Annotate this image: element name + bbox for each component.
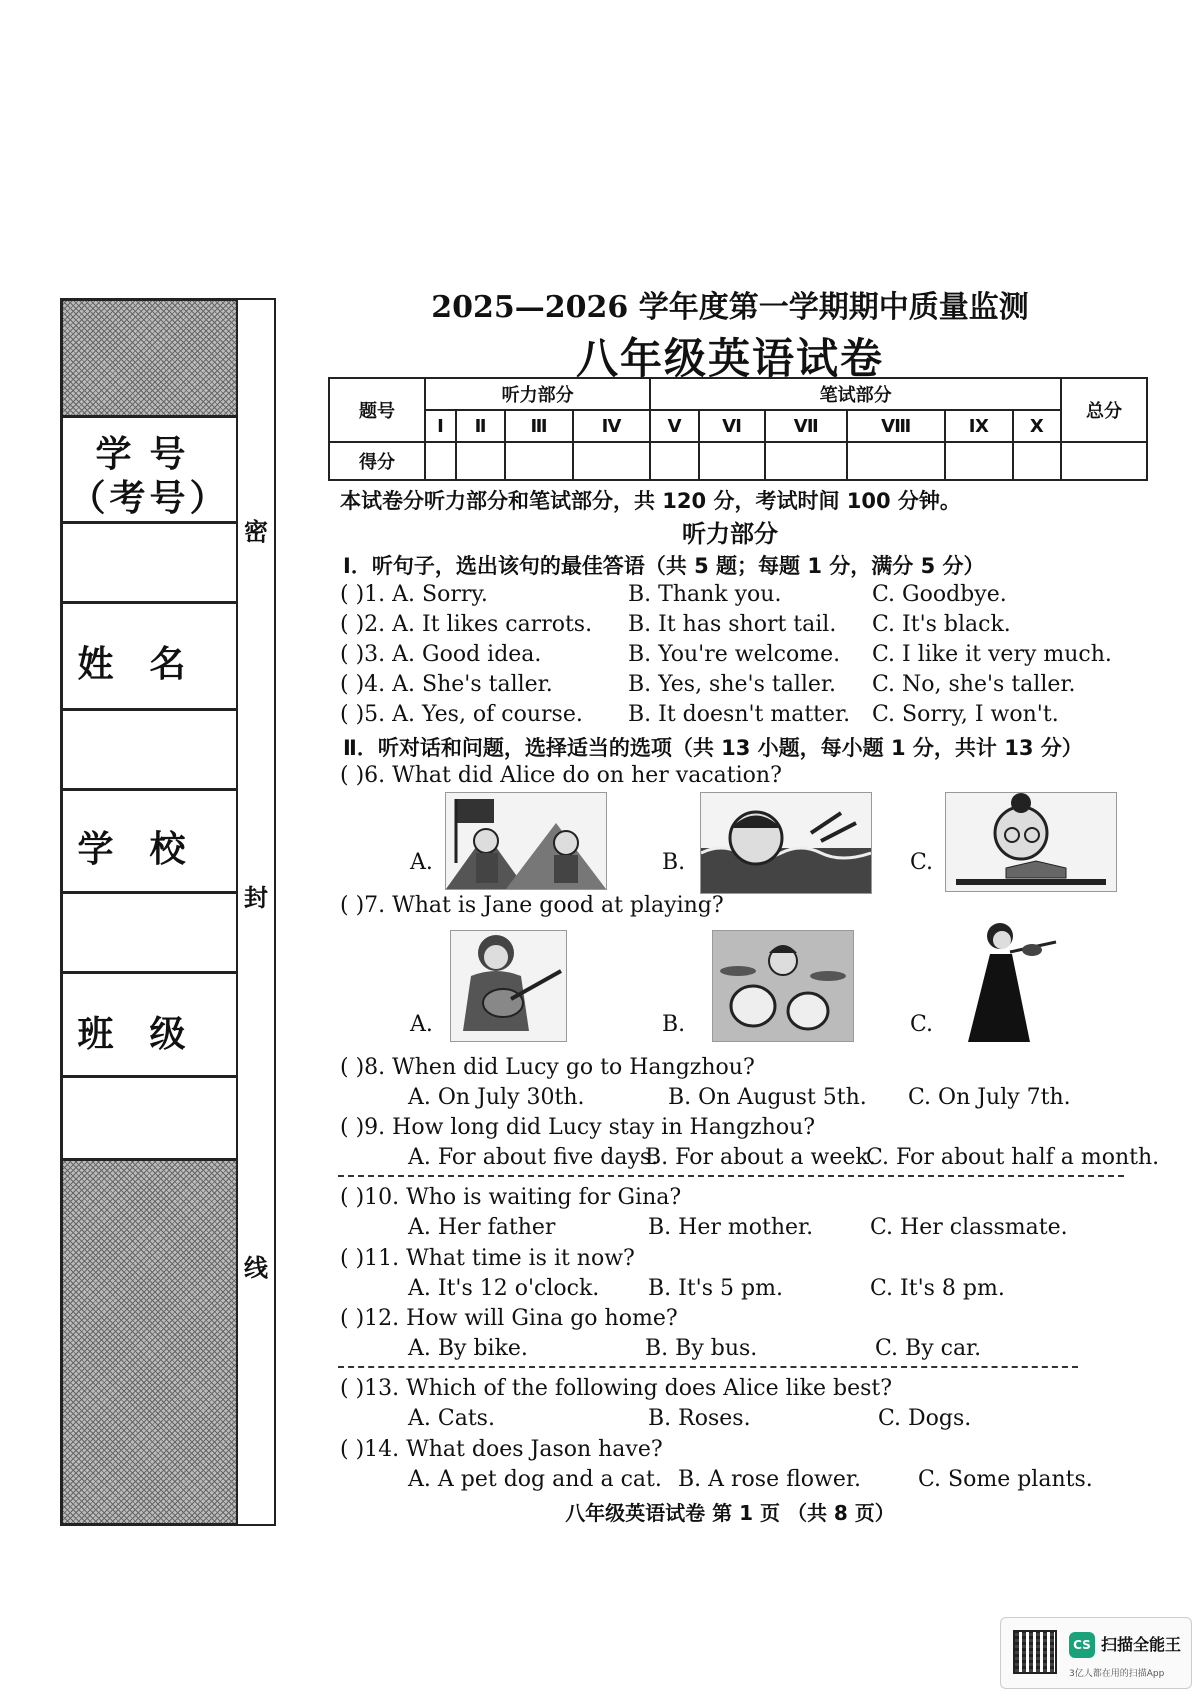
q6-label-c: C. [910, 850, 934, 875]
q11-option-a: A. It's 12 o'clock. [408, 1276, 600, 1301]
q9-option-b: B. For about a week. [645, 1145, 876, 1170]
q2-stem: ( )2. A. It likes carrots. [340, 612, 593, 637]
class-label-cell [63, 974, 236, 1078]
q1-stem: ( )1. A. Sorry. [340, 582, 488, 607]
col-5: Ⅴ [650, 410, 699, 442]
q13-option-b: B. Roses. [648, 1406, 751, 1431]
q13-option-a: A. Cats. [408, 1406, 495, 1431]
q6-label-a: A. [410, 850, 433, 875]
score-cell-3[interactable] [505, 442, 573, 480]
q13-option-c: C. Dogs. [878, 1406, 972, 1431]
seal-char-xian: 线 [244, 1254, 268, 1282]
q9-option-a: A. For about five days. [408, 1145, 659, 1170]
q14-option-a: A. A pet dog and a cat. [408, 1467, 662, 1492]
score-cell-4[interactable] [573, 442, 651, 480]
q8-stem: ( )8. When did Lucy go to Hangzhou? [340, 1055, 755, 1080]
seal-char-feng: 封 [244, 884, 268, 912]
hatched-block-bottom [63, 1161, 236, 1523]
q2-option-c: C. It's black. [872, 612, 1011, 637]
q6-picture-a [445, 792, 607, 890]
score-cell-1[interactable] [425, 442, 456, 480]
q7-label-b: B. [662, 1012, 686, 1037]
q5-stem: ( )5. A. Yes, of course. [340, 702, 583, 727]
scanner-app-name: 扫描全能王 [1101, 1635, 1182, 1654]
student-id-field[interactable] [63, 524, 236, 604]
col-7: Ⅶ [765, 410, 847, 442]
section1-heading: Ⅰ．听句子，选出该句的最佳答语（共 5 题；每题 1 分，满分 5 分） [343, 554, 985, 578]
col-4: Ⅳ [573, 410, 651, 442]
q8-option-b: B. On August 5th. [668, 1085, 867, 1110]
col-10: Ⅹ [1013, 410, 1061, 442]
q2-option-b: B. It has short tail. [628, 612, 837, 637]
listening-group-header: 听力部分 [425, 378, 650, 410]
col-1: Ⅰ [425, 410, 456, 442]
q3-option-b: B. You're welcome. [628, 642, 841, 667]
q4-option-c: C. No, she's taller. [872, 672, 1076, 697]
q13-stem: ( )13. Which of the following does Alice like best? [340, 1376, 893, 1401]
swimming-illustration-icon [701, 793, 871, 893]
score-label: 得分 [329, 442, 425, 480]
q7-label-a: A. [410, 1012, 433, 1037]
score-cell-9[interactable] [945, 442, 1013, 480]
binding-strip [60, 298, 238, 1526]
score-cell-6[interactable] [699, 442, 765, 480]
q6-picture-c [945, 792, 1117, 892]
class-field[interactable] [63, 1078, 236, 1161]
q7-label-c: C. [910, 1012, 934, 1037]
dashed-divider-2 [338, 1366, 1078, 1368]
q1-option-b: B. Thank you. [628, 582, 782, 607]
q7-stem: ( )7. What is Jane good at playing? [340, 893, 724, 918]
q11-stem: ( )11. What time is it now? [340, 1246, 635, 1271]
exam-title: 2025—2026 学年度第一学期期中质量监测 [431, 290, 1029, 325]
q12-stem: ( )12. How will Gina go home? [340, 1306, 678, 1331]
q9-stem: ( )9. How long did Lucy stay in Hangzhou? [340, 1115, 816, 1140]
student-id-label: 学号 [95, 434, 204, 475]
q12-option-a: A. By bike. [408, 1336, 528, 1361]
reading-illustration-icon [946, 793, 1116, 891]
q3-option-c: C. I like it very much. [872, 642, 1112, 667]
score-table [328, 377, 1148, 481]
class-label: 班级 [77, 1014, 222, 1055]
q10-option-c: C. Her classmate. [870, 1215, 1068, 1240]
q4-stem: ( )4. A. She's taller. [340, 672, 553, 697]
q12-option-b: B. By bus. [645, 1336, 758, 1361]
score-cell-8[interactable] [847, 442, 945, 480]
row-label: 题号 [329, 378, 425, 442]
seal-line-column [238, 298, 276, 1526]
q7-picture-a [450, 930, 567, 1042]
score-cell-2[interactable] [456, 442, 505, 480]
intro-text: 本试卷分听力部分和笔试部分，共 120 分，考试时间 100 分钟。 [340, 489, 961, 513]
q10-stem: ( )10. Who is waiting for Gina? [340, 1185, 682, 1210]
qr-code-icon [1013, 1630, 1057, 1674]
page-footer: 八年级英语试卷 第 1 页 （共 8 页） [565, 1501, 895, 1525]
dashed-divider-1 [338, 1175, 1124, 1177]
q4-option-b: B. Yes, she's taller. [628, 672, 837, 697]
school-label-cell [63, 791, 236, 894]
scanner-watermark [1000, 1617, 1192, 1689]
q6-stem: ( )6. What did Alice do on her vacation? [340, 763, 782, 788]
col-6: Ⅵ [699, 410, 765, 442]
q11-option-b: B. It's 5 pm. [648, 1276, 783, 1301]
q14-stem: ( )14. What does Jason have? [340, 1437, 663, 1462]
section2-heading: Ⅱ．听对话和问题，选择适当的选项（共 13 小题，每小题 1 分，共计 13 分） [343, 736, 1083, 760]
exam-subtitle: 八年级英语试卷 [575, 334, 884, 383]
q1-option-c: C. Goodbye. [872, 582, 1007, 607]
col-8: Ⅷ [847, 410, 945, 442]
drums-player-illustration-icon [713, 931, 853, 1041]
q6-picture-b [700, 792, 872, 894]
q10-option-a: A. Her father [408, 1215, 556, 1240]
written-group-header: 笔试部分 [650, 378, 1061, 410]
q9-option-c: C. For about half a month. [866, 1145, 1160, 1170]
q3-stem: ( )3. A. Good idea. [340, 642, 542, 667]
name-field[interactable] [63, 711, 236, 791]
q14-option-c: C. Some plants. [918, 1467, 1093, 1492]
score-cell-10[interactable] [1013, 442, 1061, 480]
q7-picture-c [960, 918, 1060, 1046]
mountain-climbing-illustration-icon [446, 793, 606, 889]
school-field[interactable] [63, 894, 236, 974]
q10-option-b: B. Her mother. [648, 1215, 814, 1240]
score-cell-7[interactable] [765, 442, 847, 480]
guitar-player-illustration-icon [451, 931, 566, 1041]
score-cell-5[interactable] [650, 442, 699, 480]
col-3: Ⅲ [505, 410, 573, 442]
student-id-label-cell [63, 418, 236, 524]
col-9: Ⅸ [945, 410, 1013, 442]
exam-id-label: （考号） [69, 478, 230, 519]
q11-option-c: C. It's 8 pm. [870, 1276, 1005, 1301]
q12-option-c: C. By car. [875, 1336, 982, 1361]
camscanner-logo: CS [1069, 1632, 1095, 1658]
seal-char-mi: 密 [244, 518, 268, 546]
col-2: Ⅱ [456, 410, 505, 442]
total-label: 总分 [1061, 378, 1147, 442]
violin-player-illustration-icon [960, 918, 1060, 1046]
scanner-tagline: 3亿人都在用的扫描App [1069, 1669, 1165, 1679]
q5-option-b: B. It doesn't matter. [628, 702, 851, 727]
school-label: 学校 [77, 829, 222, 870]
q8-option-a: A. On July 30th. [408, 1085, 585, 1110]
name-label: 姓名 [77, 644, 222, 685]
q14-option-b: B. A rose flower. [678, 1467, 861, 1492]
q5-option-c: C. Sorry, I won't. [872, 702, 1059, 727]
q8-option-c: C. On July 7th. [908, 1085, 1071, 1110]
q7-picture-b [712, 930, 854, 1042]
hatched-block-top [63, 301, 236, 418]
q6-label-b: B. [662, 850, 686, 875]
listening-title: 听力部分 [682, 520, 778, 548]
score-cell-total[interactable] [1061, 442, 1147, 480]
name-label-cell [63, 604, 236, 711]
